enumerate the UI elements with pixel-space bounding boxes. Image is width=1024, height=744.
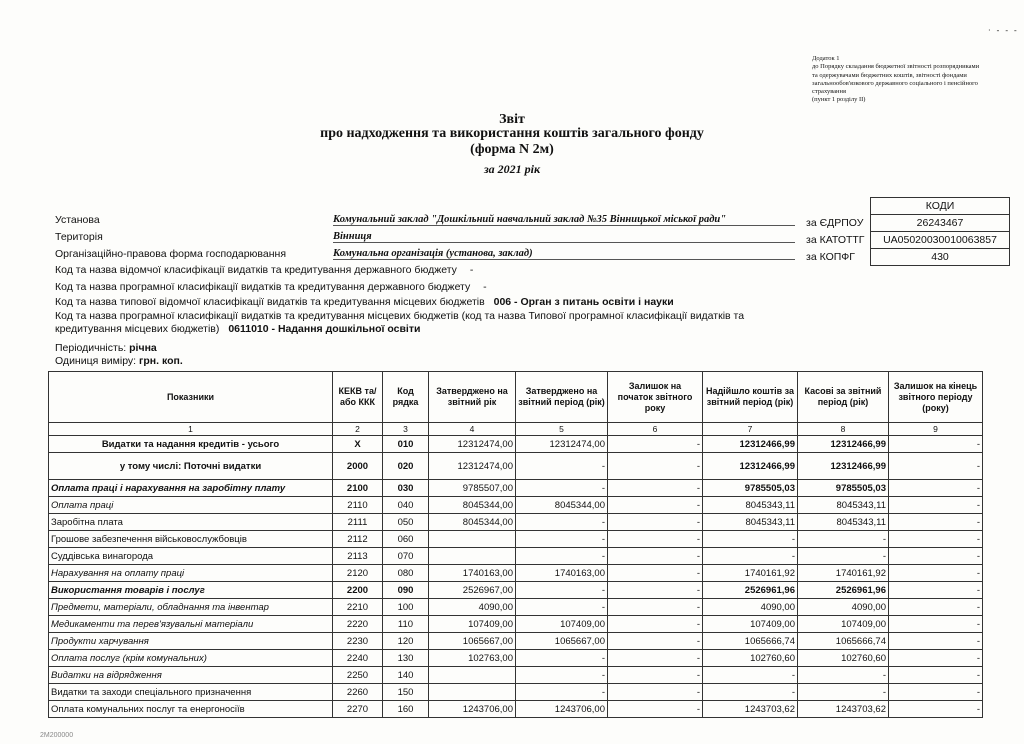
vidomchoi-label: Код та назва відомчої класифікації видатків та кредитування державного бюджету (55, 264, 457, 276)
col-number: 5 (516, 423, 608, 436)
cell-v9: - (889, 582, 983, 599)
cell-kekv: 2220 (333, 616, 383, 633)
col-header: Показники (49, 372, 333, 423)
table-row (49, 650, 983, 667)
prohramnoi-line (55, 281, 487, 293)
footer-tag: 2М200000 (40, 732, 74, 739)
katottg-label: за КАТОТТГ (806, 234, 865, 246)
cell-v9: - (889, 667, 983, 684)
cell-v4: 102763,00 (429, 650, 516, 667)
table-row (49, 531, 983, 548)
cell-v7: 1243703,62 (703, 701, 798, 718)
row-label: Предмети, матеріали, обладнання та інвентар (49, 599, 333, 616)
cell-v4: 9785507,00 (429, 480, 516, 497)
prohramnoi-value: - (483, 281, 487, 293)
cell-v6: - (608, 701, 703, 718)
cell-kod: 120 (383, 633, 429, 650)
cell-v5: - (516, 599, 608, 616)
cell-v6: - (608, 582, 703, 599)
col-number: 6 (608, 423, 703, 436)
col-number: 7 (703, 423, 798, 436)
row-label: Грошове забезпечення військовослужбовців (49, 531, 333, 548)
cell-v7: 8045343,11 (703, 514, 798, 531)
cell-kod: 110 (383, 616, 429, 633)
cell-v7: 107409,00 (703, 616, 798, 633)
cell-v6: - (608, 436, 703, 453)
cell-v5: - (516, 667, 608, 684)
report-title: Звіт (499, 112, 525, 127)
cell-v6: - (608, 514, 703, 531)
row-label: Заробітна плата (49, 514, 333, 531)
cell-v7: - (703, 667, 798, 684)
cell-v8: - (798, 548, 889, 565)
row-label: Продукти харчування (49, 633, 333, 650)
row-label: Медикаменти та перев'язувальні матеріали (49, 616, 333, 633)
table-row (49, 633, 983, 650)
report-period: за 2021 рік (483, 162, 541, 176)
cell-v6: - (608, 497, 703, 514)
appendix-note (812, 55, 1012, 105)
cell-kod: 160 (383, 701, 429, 718)
row-label: Нарахування на оплату праці (49, 565, 333, 582)
cell-v9: - (889, 684, 983, 701)
cell-v6: - (608, 480, 703, 497)
cell-v4: 107409,00 (429, 616, 516, 633)
cell-v9: - (889, 453, 983, 480)
cell-v9: - (889, 599, 983, 616)
col-number: 4 (429, 423, 516, 436)
cell-v4: 1740163,00 (429, 565, 516, 582)
col-number: 8 (798, 423, 889, 436)
periodychnist-value: річна (129, 342, 157, 354)
cell-v8: - (798, 667, 889, 684)
cell-v5: 8045344,00 (516, 497, 608, 514)
cell-kekv: 2270 (333, 701, 383, 718)
ustanova-value: Комунальний заклад "Дошкільний навчальний заклад №35 Вінницької міської ради" (333, 214, 795, 226)
cell-v7: 102760,60 (703, 650, 798, 667)
cell-v7: - (703, 684, 798, 701)
corner-mark: · - - - (988, 26, 1019, 35)
cell-v8: 1740161,92 (798, 565, 889, 582)
table-row (49, 548, 983, 565)
table-row (49, 599, 983, 616)
vidomchoi-line (55, 264, 473, 276)
appendix-note-line: страхування (812, 88, 847, 96)
col-header: Залишок на кінець звітного періоду (року) (889, 372, 983, 423)
cell-v6: - (608, 548, 703, 565)
row-label: Оплата праці (49, 497, 333, 514)
cell-v7: 2526961,96 (703, 582, 798, 599)
cell-kod: 010 (383, 436, 429, 453)
cell-kod: 100 (383, 599, 429, 616)
forma-value: Комунальна організація (установа, заклад) (333, 248, 795, 260)
cell-v9: - (889, 480, 983, 497)
cell-v4 (429, 684, 516, 701)
prog-mist-line-2 (55, 323, 420, 335)
cell-v5: - (516, 480, 608, 497)
cell-v8: 9785505,03 (798, 480, 889, 497)
cell-kekv: 2250 (333, 667, 383, 684)
forma-label: Організаційно-правова форма господарювання (55, 248, 286, 260)
cell-kekv: 2240 (333, 650, 383, 667)
cell-kod: 080 (383, 565, 429, 582)
table-row (49, 684, 983, 701)
typovoi-line (55, 296, 674, 308)
cell-v7: 8045343,11 (703, 497, 798, 514)
prog-mist-label: кредитування місцевих бюджетів) (55, 323, 220, 335)
cell-v6: - (608, 565, 703, 582)
typovoi-label: Код та назва типової відомчої класифікації видатків та кредитування місцевих бюджетів (55, 296, 485, 308)
cell-v7: - (703, 548, 798, 565)
row-label: Суддівська винагорода (49, 548, 333, 565)
cell-v4 (429, 531, 516, 548)
terytoriia-value: Вінниця (333, 231, 795, 243)
row-label: у тому числі: Поточні видатки (49, 453, 333, 480)
odynytsia-line (55, 355, 183, 367)
col-header: Затверджено на звітний період (рік) (516, 372, 608, 423)
cell-kod: 130 (383, 650, 429, 667)
row-label: Видатки та надання кредитів - усього (49, 436, 333, 453)
cell-v5: - (516, 531, 608, 548)
cell-v9: - (889, 514, 983, 531)
cell-v4: 2526967,00 (429, 582, 516, 599)
cell-v4: 4090,00 (429, 599, 516, 616)
cell-v7: 12312466,99 (703, 453, 798, 480)
periodychnist-line (55, 342, 157, 354)
cell-v8: 12312466,99 (798, 436, 889, 453)
cell-v6: - (608, 616, 703, 633)
cell-v5: - (516, 684, 608, 701)
cell-kekv: 2230 (333, 633, 383, 650)
cell-v9: - (889, 650, 983, 667)
cell-v8: 102760,60 (798, 650, 889, 667)
kopfg-code: 430 (871, 249, 1010, 266)
ustanova-label: Установа (55, 214, 100, 226)
cell-v4: 1065667,00 (429, 633, 516, 650)
col-header: Код рядка (383, 372, 429, 423)
table-row (49, 453, 983, 480)
cell-v6: - (608, 453, 703, 480)
cell-v5: - (516, 650, 608, 667)
terytoriia-label: Територія (55, 231, 103, 243)
cell-v5: - (516, 514, 608, 531)
cell-v7: 12312466,99 (703, 436, 798, 453)
row-label: Використання товарів і послуг (49, 582, 333, 599)
edrpou-label: за ЄДРПОУ (806, 217, 864, 229)
cell-v4: 8045344,00 (429, 514, 516, 531)
cell-v5: 1243706,00 (516, 701, 608, 718)
prohramnoi-label: Код та назва програмної класифікації видатків та кредитування державного бюджету (55, 281, 471, 293)
cell-kod: 040 (383, 497, 429, 514)
cell-v6: - (608, 599, 703, 616)
cell-v5: 12312474,00 (516, 436, 608, 453)
cell-v8: 1243703,62 (798, 701, 889, 718)
cell-v9: - (889, 497, 983, 514)
cell-v7: - (703, 531, 798, 548)
cell-v6: - (608, 667, 703, 684)
typovoi-value: 006 - Орган з питань освіти і науки (493, 296, 674, 308)
cell-kekv: X (333, 436, 383, 453)
cell-v4 (429, 548, 516, 565)
cell-kekv: 2111 (333, 514, 383, 531)
table-header-row (49, 372, 983, 423)
edrpou-code: 26243467 (871, 215, 1010, 232)
cell-kod: 030 (383, 480, 429, 497)
appendix-note-line: Додаток 1 (812, 55, 840, 62)
col-number: 1 (49, 423, 333, 436)
cell-kekv: 2113 (333, 548, 383, 565)
cell-v6: - (608, 684, 703, 701)
row-label: Оплата комунальних послуг та енергоносіїв (49, 701, 333, 718)
cell-v9: - (889, 616, 983, 633)
table-row (49, 582, 983, 599)
kopfg-label: за КОПФГ (806, 251, 855, 263)
cell-kod: 050 (383, 514, 429, 531)
cell-v8: 2526961,96 (798, 582, 889, 599)
cell-v8: 1065666,74 (798, 633, 889, 650)
col-header: Затверджено на звітний рік (429, 372, 516, 423)
appendix-note-line: (пункт 1 розділу II) (812, 96, 866, 104)
cell-kod: 020 (383, 453, 429, 480)
cell-kekv: 2120 (333, 565, 383, 582)
prog-mist-value: 0611010 - Надання дошкільної освіти (228, 323, 421, 335)
cell-v5: - (516, 453, 608, 480)
cell-kekv: 2112 (333, 531, 383, 548)
cell-kekv: 2200 (333, 582, 383, 599)
cell-v9: - (889, 436, 983, 453)
odynytsia-label: Одиниця виміру: (55, 355, 137, 367)
cell-kod: 150 (383, 684, 429, 701)
cell-kod: 090 (383, 582, 429, 599)
cell-v7: 4090,00 (703, 599, 798, 616)
column-number-row (49, 423, 983, 436)
table-row (49, 514, 983, 531)
katottg-code: UA05020030010063857 (871, 232, 1010, 249)
cell-v4: 8045344,00 (429, 497, 516, 514)
cell-kekv: 2110 (333, 497, 383, 514)
cell-v4: 12312474,00 (429, 453, 516, 480)
cell-v8: - (798, 531, 889, 548)
cell-kod: 060 (383, 531, 429, 548)
cell-kekv: 2000 (333, 453, 383, 480)
col-number: 2 (333, 423, 383, 436)
table-row (49, 667, 983, 684)
cell-v9: - (889, 531, 983, 548)
row-label: Видатки та заходи спеціального призначення (49, 684, 333, 701)
cell-v4: 1243706,00 (429, 701, 516, 718)
codes-table (870, 197, 1010, 266)
cell-v6: - (608, 633, 703, 650)
cell-kod: 070 (383, 548, 429, 565)
cell-v9: - (889, 565, 983, 582)
cell-v5: 1065667,00 (516, 633, 608, 650)
cell-v5: 107409,00 (516, 616, 608, 633)
appendix-note-line: загальнообов'язкового державного соціального і пенсійного (812, 79, 978, 87)
appendix-note-line: до Порядку складання бюджетної звітності розпорядниками (812, 63, 980, 71)
cell-v9: - (889, 701, 983, 718)
table-row (49, 497, 983, 514)
report-subtitle: про надходження та використання коштів загального фонду (320, 126, 704, 141)
table-row (49, 480, 983, 497)
cell-v8: 8045343,11 (798, 497, 889, 514)
cell-v4: 12312474,00 (429, 436, 516, 453)
row-label: Видатки на відрядження (49, 667, 333, 684)
odynytsia-value: грн. коп. (139, 355, 183, 367)
table-row (49, 436, 983, 453)
row-label: Оплата праці і нарахування на заробітну плату (49, 480, 333, 497)
prog-mist-line-1: Код та назва програмної класифікації видатків та кредитування місцевих бюджетів (код та назва Типової програмної класифікації видатків та (55, 310, 745, 322)
col-header: Надійшло коштів за звітний період (рік) (703, 372, 798, 423)
cell-kekv: 2260 (333, 684, 383, 701)
cell-v5: - (516, 582, 608, 599)
col-number: 3 (383, 423, 429, 436)
table-row (49, 701, 983, 718)
row-label: Оплата послуг (крім комунальних) (49, 650, 333, 667)
col-number: 9 (889, 423, 983, 436)
cell-v8: - (798, 684, 889, 701)
cell-v8: 107409,00 (798, 616, 889, 633)
cell-kekv: 2100 (333, 480, 383, 497)
col-header: КЕКВ та/або ККК (333, 372, 383, 423)
report-form: (форма N 2м) (470, 142, 554, 157)
cell-kekv: 2210 (333, 599, 383, 616)
cell-v6: - (608, 650, 703, 667)
table-row (49, 616, 983, 633)
codes-header: КОДИ (871, 198, 1010, 215)
cell-v7: 1740161,92 (703, 565, 798, 582)
appendix-note-line: та одержувачами бюджетних коштів, звітності фондами (812, 71, 967, 79)
table-row (49, 565, 983, 582)
vidomchoi-value: - (469, 264, 474, 276)
cell-kod: 140 (383, 667, 429, 684)
cell-v9: - (889, 548, 983, 565)
col-header: Залишок на початок звітного року (608, 372, 703, 423)
cell-v5: - (516, 548, 608, 565)
cell-v8: 12312466,99 (798, 453, 889, 480)
cell-v5: 1740163,00 (516, 565, 608, 582)
cell-v9: - (889, 633, 983, 650)
cell-v8: 4090,00 (798, 599, 889, 616)
cell-v6: - (608, 531, 703, 548)
cell-v7: 9785505,03 (703, 480, 798, 497)
report-table (48, 371, 983, 718)
cell-v7: 1065666,74 (703, 633, 798, 650)
periodychnist-label: Періодичність: (55, 342, 127, 354)
cell-v8: 8045343,11 (798, 514, 889, 531)
col-header: Касові за звітний період (рік) (798, 372, 889, 423)
cell-v4 (429, 667, 516, 684)
